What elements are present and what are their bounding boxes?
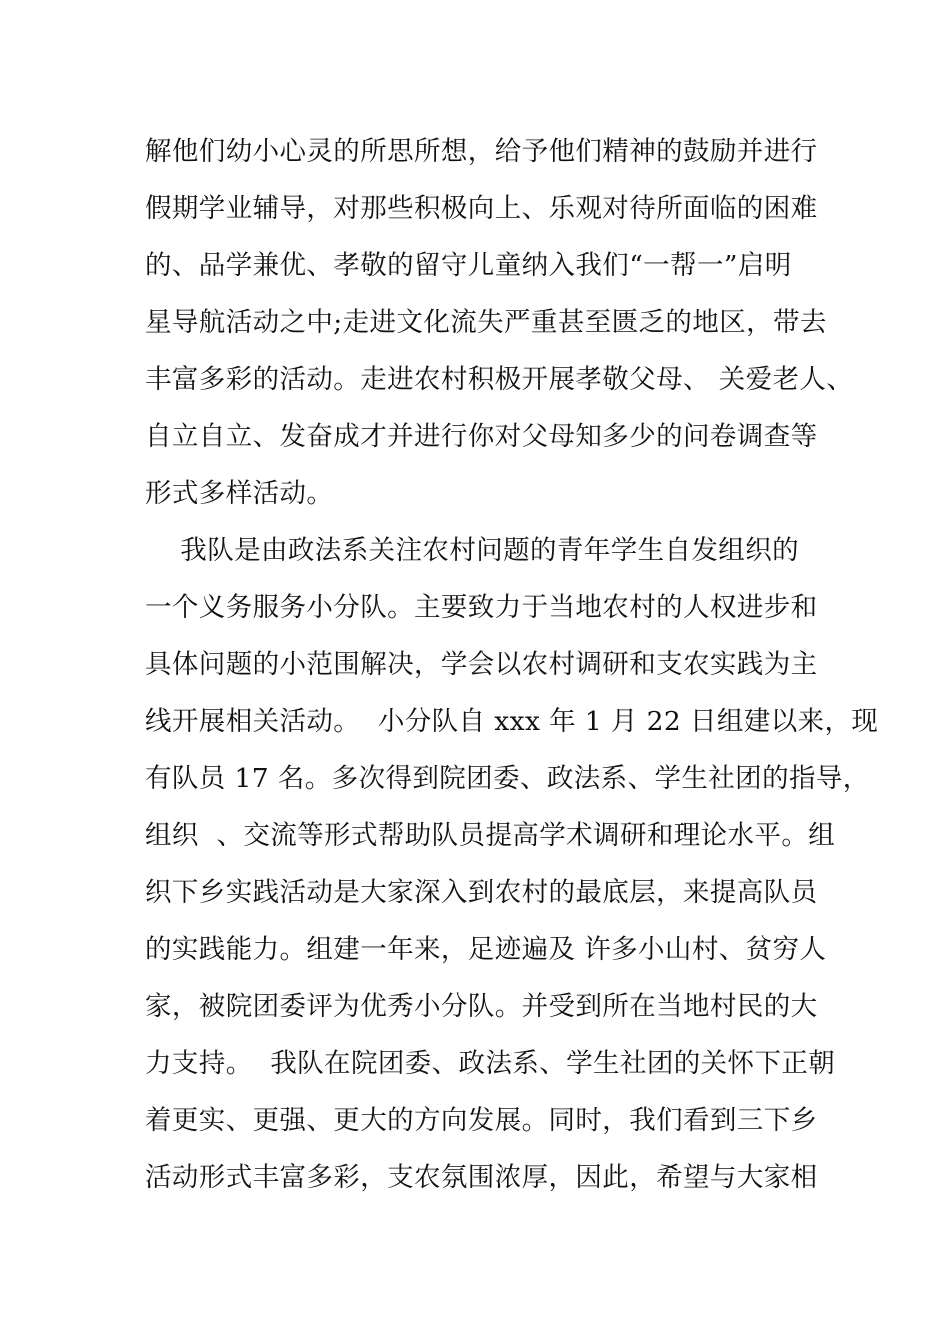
text-line: 解他们幼小心灵的所思所想，给予他们精神的鼓励并进行	[145, 136, 818, 167]
text-line: 的实践能力。组建一年来，足迹遍及 许多小山村、贫穷人	[145, 934, 827, 965]
text-line: 力支持。 我队在院团委、政法系、学生社团的关怀下正朝	[145, 1048, 836, 1079]
text-line: 活动形式丰富多彩，支农氛围浓厚，因此，希望与大家相	[145, 1162, 818, 1193]
text-line: 自立自立、发奋成才并进行你对父母知多少的问卷调查等	[145, 421, 818, 452]
text-line: 线开展相关活动。 小分队自 xxx 年 1 月 22 日组建以来，现	[145, 706, 879, 737]
text-line: 有队员 17 名。多次得到院团委、政法系、学生社团的指导，	[145, 763, 870, 794]
text-line: 丰富多彩的活动。走进农村积极开展孝敬父母、 关爱老人、	[145, 364, 854, 395]
text-line: 具体问题的小范围解决，学会以农村调研和支农实践为主	[145, 649, 818, 680]
text-line: 星导航活动之中;走进文化流失严重甚至匮乏的地区，带去	[145, 307, 827, 338]
text-line: 家，被院团委评为优秀小分队。并受到所在当地村民的大	[145, 991, 818, 1022]
text-line: 织下乡实践活动是大家深入到农村的最底层，来提高队员	[145, 877, 818, 908]
text-line: 形式多样活动。	[145, 478, 334, 509]
text-line: 着更实、更强、更大的方向发展。同时，我们看到三下乡	[145, 1105, 818, 1136]
text-line: 组织 、交流等形式帮助队员提高学术调研和理论水平。组	[145, 820, 836, 851]
text-line: 一个义务服务小分队。主要致力于当地农村的人权进步和	[145, 592, 818, 623]
paragraph-start-line: 我队是由政法系关注农村问题的青年学生自发组织的	[145, 535, 799, 566]
text-line: 假期学业辅导，对那些积极向上、乐观对待所面临的困难	[145, 193, 818, 224]
text-line: 的、品学兼优、孝敬的留守儿童纳入我们“一帮一”启明	[145, 250, 792, 281]
